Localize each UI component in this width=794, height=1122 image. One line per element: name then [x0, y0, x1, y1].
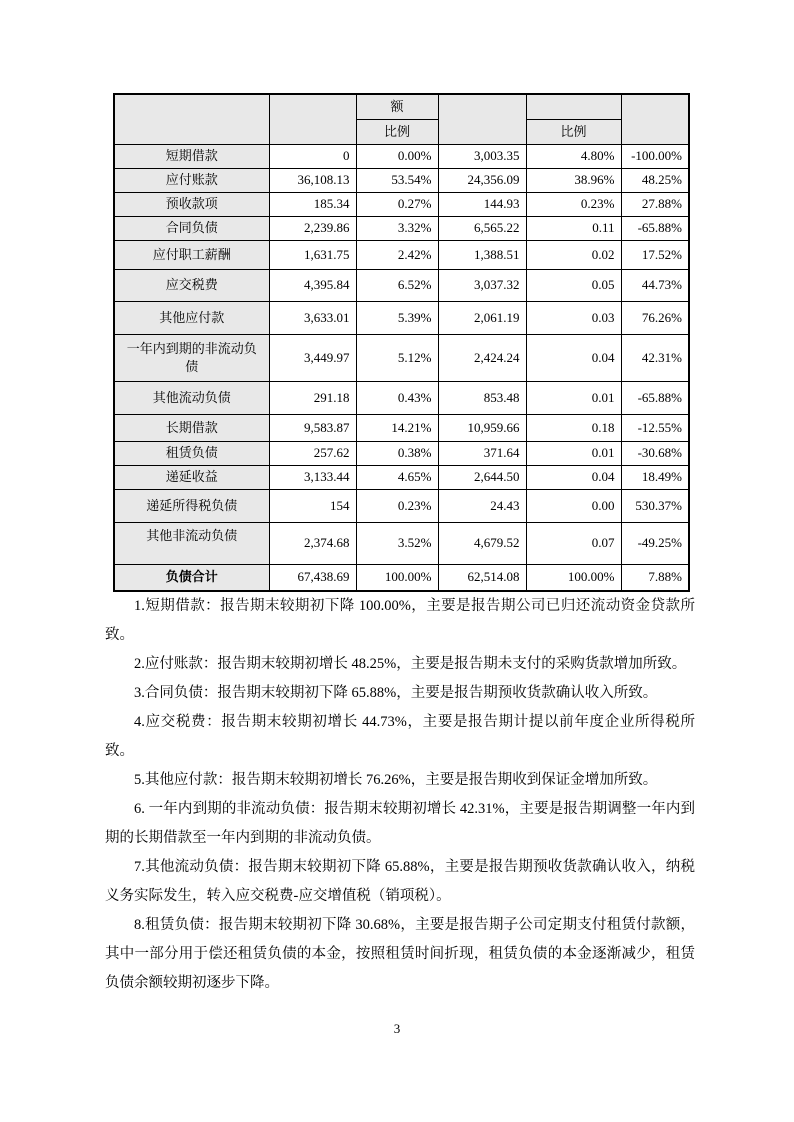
change-percent: -65.88%	[621, 381, 689, 414]
row-label: 其他应付款	[114, 301, 269, 334]
header-cell	[621, 94, 689, 144]
table-row	[114, 240, 689, 269]
change-percent: 7.88%	[621, 564, 689, 591]
row-label: 短期借款	[114, 144, 269, 168]
amount-current: 3,633.01	[269, 301, 356, 334]
ratio-prior: 0.18	[526, 414, 621, 441]
amount-current: 3,449.97	[269, 334, 356, 381]
ratio-current: 0.38%	[356, 441, 438, 465]
ratio-prior: 0.04	[526, 465, 621, 489]
amount-prior: 371.64	[438, 441, 526, 465]
change-percent: -100.00%	[621, 144, 689, 168]
amount-prior: 24.43	[438, 489, 526, 522]
header-cell	[114, 94, 269, 144]
table-row	[114, 168, 689, 192]
ratio-current: 3.32%	[356, 216, 438, 240]
note-paragraph: 2.应付账款：报告期末较期初增长 48.25%，主要是报告期未支付的采购货款增加所致。	[134, 656, 687, 672]
amount-current: 3,133.44	[269, 465, 356, 489]
change-percent: -12.55%	[621, 414, 689, 441]
change-percent: -49.25%	[621, 522, 689, 564]
table-row	[114, 381, 689, 414]
note-paragraph: 7.其他流动负债：报告期末较期初下降 65.88%，主要是报告期预收货款确认收入，纳税义务实际发生，转入应交税费-应交增值税（销项税）。	[105, 859, 695, 904]
ratio-prior: 0.02	[526, 240, 621, 269]
ratio-current: 14.21%	[356, 414, 438, 441]
ratio-prior: 0.01	[526, 441, 621, 465]
change-percent: 42.31%	[621, 334, 689, 381]
ratio-prior: 0.00	[526, 489, 621, 522]
page-number: 3	[393, 1021, 401, 1036]
table-row	[114, 301, 689, 334]
row-label: 其他非流动负债	[114, 522, 269, 564]
liabilities-table	[113, 93, 690, 592]
table-row	[114, 465, 689, 489]
change-percent: 44.73%	[621, 269, 689, 301]
note-paragraph: 5.其他应付款：报告期末较期初增长 76.26%，主要是报告期收到保证金增加所致。	[134, 772, 658, 788]
notes-section	[105, 592, 695, 998]
table-row	[114, 489, 689, 522]
change-percent: -65.88%	[621, 216, 689, 240]
ratio-current: 5.39%	[356, 301, 438, 334]
ratio-current: 0.23%	[356, 489, 438, 522]
amount-current: 154	[269, 489, 356, 522]
header-cell	[269, 94, 356, 144]
amount-prior: 24,356.09	[438, 168, 526, 192]
ratio-prior: 0.03	[526, 301, 621, 334]
amount-prior: 6,565.22	[438, 216, 526, 240]
amount-current: 36,108.13	[269, 168, 356, 192]
ratio-current: 2.42%	[356, 240, 438, 269]
row-label: 其他流动负债	[114, 381, 269, 414]
amount-prior: 2,061.19	[438, 301, 526, 334]
amount-current: 67,438.69	[269, 564, 356, 591]
table-row	[114, 334, 689, 381]
amount-current: 2,239.86	[269, 216, 356, 240]
row-label: 预收款项	[114, 192, 269, 216]
ratio-current: 0.27%	[356, 192, 438, 216]
change-percent: 18.49%	[621, 465, 689, 489]
row-label: 递延收益	[114, 465, 269, 489]
row-label: 合同负债	[114, 216, 269, 240]
amount-prior: 62,514.08	[438, 564, 526, 591]
ratio-current: 5.12%	[356, 334, 438, 381]
ratio-current: 3.52%	[356, 522, 438, 564]
row-label: 负债合计	[114, 564, 269, 591]
change-percent: 17.52%	[621, 240, 689, 269]
amount-current: 257.62	[269, 441, 356, 465]
amount-prior: 10,959.66	[438, 414, 526, 441]
amount-current: 185.34	[269, 192, 356, 216]
ratio-prior: 0.01	[526, 381, 621, 414]
ratio-prior: 4.80%	[526, 144, 621, 168]
row-label: 长期借款	[114, 414, 269, 441]
change-percent: 530.37%	[621, 489, 689, 522]
header-cell	[438, 94, 526, 144]
table-row	[114, 564, 689, 591]
change-percent: 27.88%	[621, 192, 689, 216]
amount-current: 2,374.68	[269, 522, 356, 564]
ratio-prior: 0.11	[526, 216, 621, 240]
note-paragraph: 1.短期借款：报告期末较期初下降 100.00%，主要是报告期公司已归还流动资金贷款所致。	[105, 598, 695, 643]
change-percent: 76.26%	[621, 301, 689, 334]
amount-prior: 1,388.51	[438, 240, 526, 269]
change-percent: 48.25%	[621, 168, 689, 192]
row-label: 租赁负债	[114, 441, 269, 465]
header-cell: 比例	[526, 119, 621, 144]
amount-prior: 2,424.24	[438, 334, 526, 381]
ratio-prior: 0.07	[526, 522, 621, 564]
row-label: 应付账款	[114, 168, 269, 192]
amount-current: 9,583.87	[269, 414, 356, 441]
table-row	[114, 441, 689, 465]
amount-prior: 853.48	[438, 381, 526, 414]
ratio-prior: 0.04	[526, 334, 621, 381]
amount-current: 4,395.84	[269, 269, 356, 301]
header-cell: 比例	[356, 119, 438, 144]
table-row	[114, 144, 689, 168]
amount-prior: 4,679.52	[438, 522, 526, 564]
note-paragraph: 6. 一年内到期的非流动负债：报告期末较期初增长 42.31%，主要是报告期调整一年内到期的长期借款至一年内到期的非流动负债。	[105, 801, 695, 846]
ratio-prior: 0.23%	[526, 192, 621, 216]
amount-current: 291.18	[269, 381, 356, 414]
ratio-current: 100.00%	[356, 564, 438, 591]
ratio-current: 53.54%	[356, 168, 438, 192]
row-label: 一年内到期的非流动负债	[114, 334, 269, 381]
amount-prior: 144.93	[438, 192, 526, 216]
table-row	[114, 522, 689, 564]
table-row	[114, 216, 689, 240]
ratio-prior: 38.96%	[526, 168, 621, 192]
header-cell: 额	[356, 94, 438, 119]
note-paragraph: 8.租赁负债：报告期末较期初下降 30.68%，主要是报告期子公司定期支付租赁付款额，其中一部分用于偿还租赁负债的本金，按照租赁时间折现，租赁负债的本金逐渐减少，租赁负债余额较期初逐步下降。	[105, 917, 695, 991]
ratio-current: 0.43%	[356, 381, 438, 414]
table-row	[114, 269, 689, 301]
row-label: 应交税费	[114, 269, 269, 301]
ratio-prior: 0.05	[526, 269, 621, 301]
amount-prior: 2,644.50	[438, 465, 526, 489]
amount-prior: 3,003.35	[438, 144, 526, 168]
table-row	[114, 192, 689, 216]
amount-current: 0	[269, 144, 356, 168]
note-paragraph: 3.合同负债：报告期末较期初下降 65.88%，主要是报告期预收货款确认收入所致。	[134, 685, 658, 701]
amount-prior: 3,037.32	[438, 269, 526, 301]
row-label: 应付职工薪酬	[114, 240, 269, 269]
ratio-current: 6.52%	[356, 269, 438, 301]
change-percent: -30.68%	[621, 441, 689, 465]
row-label: 递延所得税负债	[114, 489, 269, 522]
amount-current: 1,631.75	[269, 240, 356, 269]
table-header-row-1	[114, 94, 689, 119]
header-cell	[526, 94, 621, 119]
ratio-current: 4.65%	[356, 465, 438, 489]
table-row	[114, 414, 689, 441]
note-paragraph: 4.应交税费：报告期末较期初增长 44.73%，主要是报告期计提以前年度企业所得税所致。	[105, 714, 695, 759]
ratio-prior: 100.00%	[526, 564, 621, 591]
ratio-current: 0.00%	[356, 144, 438, 168]
